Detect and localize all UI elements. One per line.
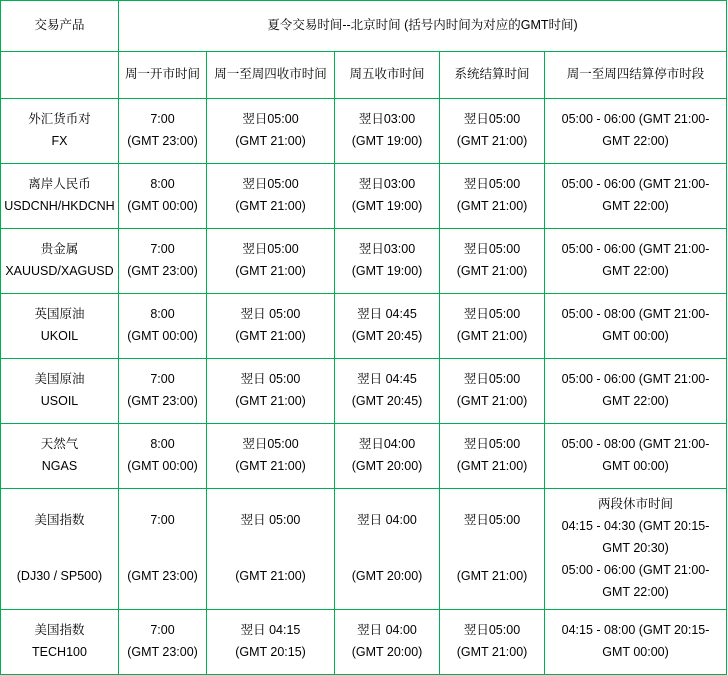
open-cell: 7:00 (GMT 23:00) [119,489,207,610]
table-row [1,359,727,424]
product-symbol: UKOIL [40,329,79,343]
close-mon-thu-cell: 翌日05:00 (GMT 21:00) [207,164,335,229]
close-fri-cell: 翌日 04:45 (GMT 20:45) [335,359,440,424]
close-fri-cell: 翌日04:00 (GMT 20:00) [335,424,440,489]
table-row [1,489,727,610]
product-name: 外汇货币对 [28,112,91,127]
open-cell: 8:00 (GMT 00:00) [119,294,207,359]
settlement-cell: 翌日05:00 (GMT 21:00) [440,164,545,229]
settlement-cell: 翌日05:00 (GMT 21:00) [440,610,545,675]
header-title: 夏令交易时间--北京时间 (括号内时间为对应的GMT时间) [119,1,727,52]
product-name: 美国原油 [34,372,85,387]
product-cell [1,229,119,294]
product-symbol: TECH100 [32,645,87,659]
settlement-cell: 翌日05:00 (GMT 21:00) [440,99,545,164]
open-cell: 8:00 (GMT 00:00) [119,424,207,489]
product-symbol: XAUUSD/XAGUSD [5,264,114,278]
close-mon-thu-cell: 翌日05:00 (GMT 21:00) [207,424,335,489]
product-cell [1,424,119,489]
table-subheader-row [1,52,727,99]
open-cell: 7:00 (GMT 23:00) [119,99,207,164]
halt-period-1: 04:15 - 04:30 (GMT 20:15- GMT 20:30) [561,519,710,556]
close-mon-thu-cell: 翌日05:00 (GMT 21:00) [207,99,335,164]
close-fri-cell: 翌日03:00 (GMT 19:00) [335,99,440,164]
product-cell [1,359,119,424]
table-header-row [1,1,727,52]
close-fri-cell: 翌日03:00 (GMT 19:00) [335,164,440,229]
close-fri-cell: 翌日 04:45 (GMT 20:45) [335,294,440,359]
product-symbol: (DJ30 / SP500) [16,569,103,583]
close-mon-thu-cell: 翌日 05:00 (GMT 21:00) [207,489,335,610]
halt-cell: 05:00 - 06:00 (GMT 21:00- GMT 22:00) [545,99,727,164]
product-name: 英国原油 [34,307,85,322]
product-name: 美国指数 [34,623,85,638]
settlement-cell: 翌日05:00 (GMT 21:00) [440,294,545,359]
product-name: 天然气 [40,437,79,452]
halt-title: 两段休市时间 [598,497,674,512]
table-row [1,229,727,294]
subheader-open-monday: 周一开市时间 [119,52,207,99]
subheader-halt-period: 周一至周四结算停市时段 [545,52,727,99]
settlement-cell: 翌日05:00 (GMT 21:00) [440,359,545,424]
halt-period-2: 05:00 - 06:00 (GMT 21:00- GMT 22:00) [561,562,710,599]
close-fri-cell: 翌日 04:00 (GMT 20:00) [335,610,440,675]
open-cell: 7:00 (GMT 23:00) [119,229,207,294]
product-symbol: FX [51,134,68,148]
open-cell: 8:00 (GMT 00:00) [119,164,207,229]
product-cell [1,99,119,164]
close-fri-cell: 翌日03:00 (GMT 19:00) [335,229,440,294]
product-name: 贵金属 [40,242,79,257]
product-cell [1,294,119,359]
open-cell: 7:00 (GMT 23:00) [119,359,207,424]
product-cell [1,489,119,610]
table-row [1,294,727,359]
halt-cell: 04:15 - 08:00 (GMT 20:15- GMT 00:00) [545,610,727,675]
halt-cell [545,489,727,610]
halt-cell: 05:00 - 08:00 (GMT 21:00- GMT 00:00) [545,424,727,489]
open-cell: 7:00 (GMT 23:00) [119,610,207,675]
close-fri-cell: 翌日 04:00 (GMT 20:00) [335,489,440,610]
settlement-cell: 翌日05:00 (GMT 21:00) [440,229,545,294]
halt-cell: 05:00 - 06:00 (GMT 21:00- GMT 22:00) [545,229,727,294]
product-symbol: USDCNH/HKDCNH [4,199,115,213]
product-cell [1,610,119,675]
header-product-column: 交易产品 [1,1,119,52]
halt-cell: 05:00 - 06:00 (GMT 21:00- GMT 22:00) [545,359,727,424]
table-row [1,424,727,489]
close-mon-thu-cell: 翌日 05:00 (GMT 21:00) [207,359,335,424]
subheader-settlement-time: 系统结算时间 [440,52,545,99]
table-row [1,610,727,675]
close-mon-thu-cell: 翌日 04:15 (GMT 20:15) [207,610,335,675]
subheader-close-mon-thu: 周一至周四收市时间 [207,52,335,99]
product-name: 美国指数 [34,513,85,528]
subheader-blank [1,52,119,99]
product-cell [1,164,119,229]
halt-cell: 05:00 - 08:00 (GMT 21:00- GMT 00:00) [545,294,727,359]
product-symbol: NGAS [41,459,78,473]
product-symbol: USOIL [40,394,79,408]
subheader-close-friday: 周五收市时间 [335,52,440,99]
product-name: 离岸人民币 [28,177,91,192]
settlement-cell: 翌日05:00 (GMT 21:00) [440,489,545,610]
close-mon-thu-cell: 翌日05:00 (GMT 21:00) [207,229,335,294]
close-mon-thu-cell: 翌日 05:00 (GMT 21:00) [207,294,335,359]
table-row [1,164,727,229]
halt-cell: 05:00 - 06:00 (GMT 21:00- GMT 22:00) [545,164,727,229]
table-row [1,99,727,164]
settlement-cell: 翌日05:00 (GMT 21:00) [440,424,545,489]
